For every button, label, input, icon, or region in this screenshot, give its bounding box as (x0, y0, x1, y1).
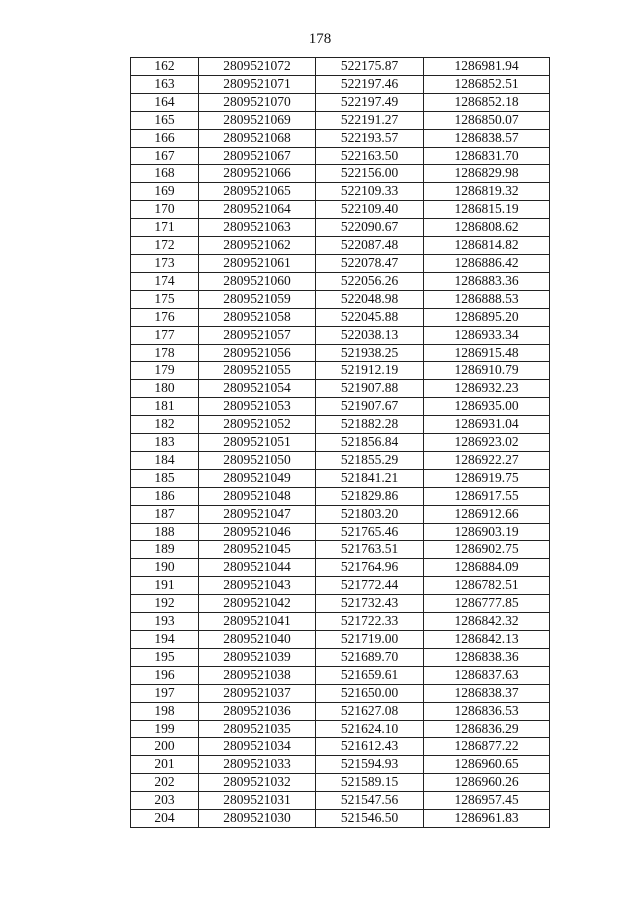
point-id-cell: 2809521050 (199, 451, 316, 469)
y-coordinate-cell: 1286960.65 (424, 756, 550, 774)
y-coordinate-cell: 1286836.29 (424, 720, 550, 738)
y-coordinate-cell: 1286888.53 (424, 290, 550, 308)
table-row (131, 254, 550, 272)
y-coordinate-cell: 1286782.51 (424, 577, 550, 595)
point-number-cell: 162 (131, 58, 199, 76)
table-row (131, 487, 550, 505)
point-number-cell: 170 (131, 201, 199, 219)
table-row (131, 469, 550, 487)
table-row (131, 756, 550, 774)
point-id-cell: 2809521051 (199, 434, 316, 452)
point-number-cell: 188 (131, 523, 199, 541)
point-number-cell: 201 (131, 756, 199, 774)
point-id-cell: 2809521053 (199, 398, 316, 416)
point-number-cell: 194 (131, 631, 199, 649)
point-id-cell: 2809521059 (199, 290, 316, 308)
table-row (131, 416, 550, 434)
point-id-cell: 2809521070 (199, 93, 316, 111)
point-number-cell: 196 (131, 666, 199, 684)
y-coordinate-cell: 1286886.42 (424, 254, 550, 272)
y-coordinate-cell: 1286842.13 (424, 631, 550, 649)
coordinates-table-body (131, 58, 550, 828)
y-coordinate-cell: 1286883.36 (424, 272, 550, 290)
table-row (131, 237, 550, 255)
table-row (131, 666, 550, 684)
point-id-cell: 2809521040 (199, 631, 316, 649)
point-id-cell: 2809521061 (199, 254, 316, 272)
x-coordinate-cell: 521772.44 (316, 577, 424, 595)
point-number-cell: 168 (131, 165, 199, 183)
table-row (131, 75, 550, 93)
page-number: 178 (308, 31, 332, 47)
y-coordinate-cell: 1286819.32 (424, 183, 550, 201)
x-coordinate-cell: 521829.86 (316, 487, 424, 505)
x-coordinate-cell: 521689.70 (316, 648, 424, 666)
point-id-cell: 2809521031 (199, 792, 316, 810)
x-coordinate-cell: 521912.19 (316, 362, 424, 380)
y-coordinate-cell: 1286836.53 (424, 702, 550, 720)
table-row (131, 613, 550, 631)
point-number-cell: 200 (131, 738, 199, 756)
x-coordinate-cell: 522056.26 (316, 272, 424, 290)
point-id-cell: 2809521049 (199, 469, 316, 487)
y-coordinate-cell: 1286852.18 (424, 93, 550, 111)
point-number-cell: 193 (131, 613, 199, 631)
table-row (131, 792, 550, 810)
point-id-cell: 2809521033 (199, 756, 316, 774)
point-id-cell: 2809521067 (199, 147, 316, 165)
y-coordinate-cell: 1286932.23 (424, 380, 550, 398)
point-id-cell: 2809521056 (199, 344, 316, 362)
point-id-cell: 2809521036 (199, 702, 316, 720)
point-number-cell: 183 (131, 434, 199, 452)
point-number-cell: 190 (131, 559, 199, 577)
x-coordinate-cell: 522191.27 (316, 111, 424, 129)
y-coordinate-cell: 1286922.27 (424, 451, 550, 469)
table-row (131, 398, 550, 416)
y-coordinate-cell: 1286829.98 (424, 165, 550, 183)
point-number-cell: 184 (131, 451, 199, 469)
x-coordinate-cell: 521589.15 (316, 774, 424, 792)
point-number-cell: 198 (131, 702, 199, 720)
point-id-cell: 2809521065 (199, 183, 316, 201)
point-number-cell: 174 (131, 272, 199, 290)
point-number-cell: 189 (131, 541, 199, 559)
table-row (131, 720, 550, 738)
point-id-cell: 2809521037 (199, 684, 316, 702)
x-coordinate-cell: 522045.88 (316, 308, 424, 326)
table-row (131, 684, 550, 702)
x-coordinate-cell: 521856.84 (316, 434, 424, 452)
table-row (131, 595, 550, 613)
y-coordinate-cell: 1286960.26 (424, 774, 550, 792)
point-id-cell: 2809521066 (199, 165, 316, 183)
table-row (131, 165, 550, 183)
x-coordinate-cell: 521938.25 (316, 344, 424, 362)
coordinates-table (130, 57, 550, 828)
point-number-cell: 181 (131, 398, 199, 416)
point-id-cell: 2809521057 (199, 326, 316, 344)
x-coordinate-cell: 521841.21 (316, 469, 424, 487)
y-coordinate-cell: 1286935.00 (424, 398, 550, 416)
x-coordinate-cell: 521732.43 (316, 595, 424, 613)
y-coordinate-cell: 1286815.19 (424, 201, 550, 219)
x-coordinate-cell: 521594.93 (316, 756, 424, 774)
point-number-cell: 166 (131, 129, 199, 147)
x-coordinate-cell: 521907.88 (316, 380, 424, 398)
table-row (131, 290, 550, 308)
y-coordinate-cell: 1286777.85 (424, 595, 550, 613)
y-coordinate-cell: 1286981.94 (424, 58, 550, 76)
point-id-cell: 2809521068 (199, 129, 316, 147)
y-coordinate-cell: 1286838.36 (424, 648, 550, 666)
point-number-cell: 197 (131, 684, 199, 702)
point-number-cell: 163 (131, 75, 199, 93)
point-number-cell: 191 (131, 577, 199, 595)
x-coordinate-cell: 521855.29 (316, 451, 424, 469)
y-coordinate-cell: 1286902.75 (424, 541, 550, 559)
point-number-cell: 204 (131, 810, 199, 828)
x-coordinate-cell: 521882.28 (316, 416, 424, 434)
x-coordinate-cell: 521547.56 (316, 792, 424, 810)
point-number-cell: 179 (131, 362, 199, 380)
point-number-cell: 171 (131, 219, 199, 237)
y-coordinate-cell: 1286895.20 (424, 308, 550, 326)
table-row (131, 505, 550, 523)
point-number-cell: 182 (131, 416, 199, 434)
table-row (131, 129, 550, 147)
point-id-cell: 2809521039 (199, 648, 316, 666)
table-row (131, 774, 550, 792)
y-coordinate-cell: 1286903.19 (424, 523, 550, 541)
y-coordinate-cell: 1286842.32 (424, 613, 550, 631)
point-number-cell: 169 (131, 183, 199, 201)
point-id-cell: 2809521038 (199, 666, 316, 684)
table-row (131, 810, 550, 828)
table-row (131, 451, 550, 469)
x-coordinate-cell: 522090.67 (316, 219, 424, 237)
point-id-cell: 2809521043 (199, 577, 316, 595)
point-number-cell: 165 (131, 111, 199, 129)
x-coordinate-cell: 522078.47 (316, 254, 424, 272)
table-row (131, 111, 550, 129)
point-number-cell: 167 (131, 147, 199, 165)
point-id-cell: 2809521047 (199, 505, 316, 523)
table-row (131, 631, 550, 649)
table-row (131, 308, 550, 326)
x-coordinate-cell: 522109.40 (316, 201, 424, 219)
point-number-cell: 202 (131, 774, 199, 792)
point-id-cell: 2809521042 (199, 595, 316, 613)
x-coordinate-cell: 521624.10 (316, 720, 424, 738)
table-row (131, 147, 550, 165)
y-coordinate-cell: 1286838.37 (424, 684, 550, 702)
x-coordinate-cell: 522087.48 (316, 237, 424, 255)
x-coordinate-cell: 521612.43 (316, 738, 424, 756)
point-number-cell: 178 (131, 344, 199, 362)
point-number-cell: 164 (131, 93, 199, 111)
table-row (131, 362, 550, 380)
table-row (131, 326, 550, 344)
point-number-cell: 176 (131, 308, 199, 326)
y-coordinate-cell: 1286852.51 (424, 75, 550, 93)
point-number-cell: 173 (131, 254, 199, 272)
point-id-cell: 2809521046 (199, 523, 316, 541)
x-coordinate-cell: 521765.46 (316, 523, 424, 541)
x-coordinate-cell: 521763.51 (316, 541, 424, 559)
y-coordinate-cell: 1286933.34 (424, 326, 550, 344)
table-row (131, 219, 550, 237)
point-number-cell: 185 (131, 469, 199, 487)
table-row (131, 434, 550, 452)
point-number-cell: 186 (131, 487, 199, 505)
y-coordinate-cell: 1286838.57 (424, 129, 550, 147)
x-coordinate-cell: 522109.33 (316, 183, 424, 201)
x-coordinate-cell: 522197.46 (316, 75, 424, 93)
point-id-cell: 2809521055 (199, 362, 316, 380)
x-coordinate-cell: 522156.00 (316, 165, 424, 183)
x-coordinate-cell: 522038.13 (316, 326, 424, 344)
x-coordinate-cell: 521659.61 (316, 666, 424, 684)
point-number-cell: 172 (131, 237, 199, 255)
table-row (131, 344, 550, 362)
point-id-cell: 2809521044 (199, 559, 316, 577)
table-row (131, 183, 550, 201)
table-row (131, 702, 550, 720)
point-number-cell: 192 (131, 595, 199, 613)
point-id-cell: 2809521062 (199, 237, 316, 255)
y-coordinate-cell: 1286877.22 (424, 738, 550, 756)
table-row (131, 93, 550, 111)
point-id-cell: 2809521035 (199, 720, 316, 738)
point-id-cell: 2809521072 (199, 58, 316, 76)
table-row (131, 272, 550, 290)
x-coordinate-cell: 521719.00 (316, 631, 424, 649)
x-coordinate-cell: 522197.49 (316, 93, 424, 111)
y-coordinate-cell: 1286814.82 (424, 237, 550, 255)
point-id-cell: 2809521060 (199, 272, 316, 290)
table-row (131, 523, 550, 541)
point-id-cell: 2809521032 (199, 774, 316, 792)
x-coordinate-cell: 521764.96 (316, 559, 424, 577)
table-row (131, 541, 550, 559)
x-coordinate-cell: 522175.87 (316, 58, 424, 76)
y-coordinate-cell: 1286919.75 (424, 469, 550, 487)
point-id-cell: 2809521045 (199, 541, 316, 559)
x-coordinate-cell: 521546.50 (316, 810, 424, 828)
point-id-cell: 2809521064 (199, 201, 316, 219)
point-id-cell: 2809521054 (199, 380, 316, 398)
x-coordinate-cell: 521803.20 (316, 505, 424, 523)
y-coordinate-cell: 1286923.02 (424, 434, 550, 452)
y-coordinate-cell: 1286917.55 (424, 487, 550, 505)
point-id-cell: 2809521041 (199, 613, 316, 631)
point-number-cell: 195 (131, 648, 199, 666)
y-coordinate-cell: 1286837.63 (424, 666, 550, 684)
x-coordinate-cell: 522163.50 (316, 147, 424, 165)
table-row (131, 738, 550, 756)
table-row (131, 58, 550, 76)
point-id-cell: 2809521034 (199, 738, 316, 756)
point-id-cell: 2809521048 (199, 487, 316, 505)
table-row (131, 577, 550, 595)
point-id-cell: 2809521058 (199, 308, 316, 326)
table-row (131, 201, 550, 219)
y-coordinate-cell: 1286884.09 (424, 559, 550, 577)
y-coordinate-cell: 1286850.07 (424, 111, 550, 129)
point-number-cell: 203 (131, 792, 199, 810)
x-coordinate-cell: 521650.00 (316, 684, 424, 702)
y-coordinate-cell: 1286831.70 (424, 147, 550, 165)
table-row (131, 380, 550, 398)
point-id-cell: 2809521052 (199, 416, 316, 434)
x-coordinate-cell: 521627.08 (316, 702, 424, 720)
point-number-cell: 180 (131, 380, 199, 398)
point-id-cell: 2809521071 (199, 75, 316, 93)
table-row (131, 648, 550, 666)
point-number-cell: 175 (131, 290, 199, 308)
y-coordinate-cell: 1286931.04 (424, 416, 550, 434)
x-coordinate-cell: 522193.57 (316, 129, 424, 147)
x-coordinate-cell: 521907.67 (316, 398, 424, 416)
x-coordinate-cell: 522048.98 (316, 290, 424, 308)
point-id-cell: 2809521069 (199, 111, 316, 129)
y-coordinate-cell: 1286808.62 (424, 219, 550, 237)
point-number-cell: 187 (131, 505, 199, 523)
y-coordinate-cell: 1286912.66 (424, 505, 550, 523)
point-number-cell: 177 (131, 326, 199, 344)
point-id-cell: 2809521063 (199, 219, 316, 237)
y-coordinate-cell: 1286957.45 (424, 792, 550, 810)
table-row (131, 559, 550, 577)
y-coordinate-cell: 1286961.83 (424, 810, 550, 828)
x-coordinate-cell: 521722.33 (316, 613, 424, 631)
y-coordinate-cell: 1286910.79 (424, 362, 550, 380)
point-number-cell: 199 (131, 720, 199, 738)
y-coordinate-cell: 1286915.48 (424, 344, 550, 362)
point-id-cell: 2809521030 (199, 810, 316, 828)
